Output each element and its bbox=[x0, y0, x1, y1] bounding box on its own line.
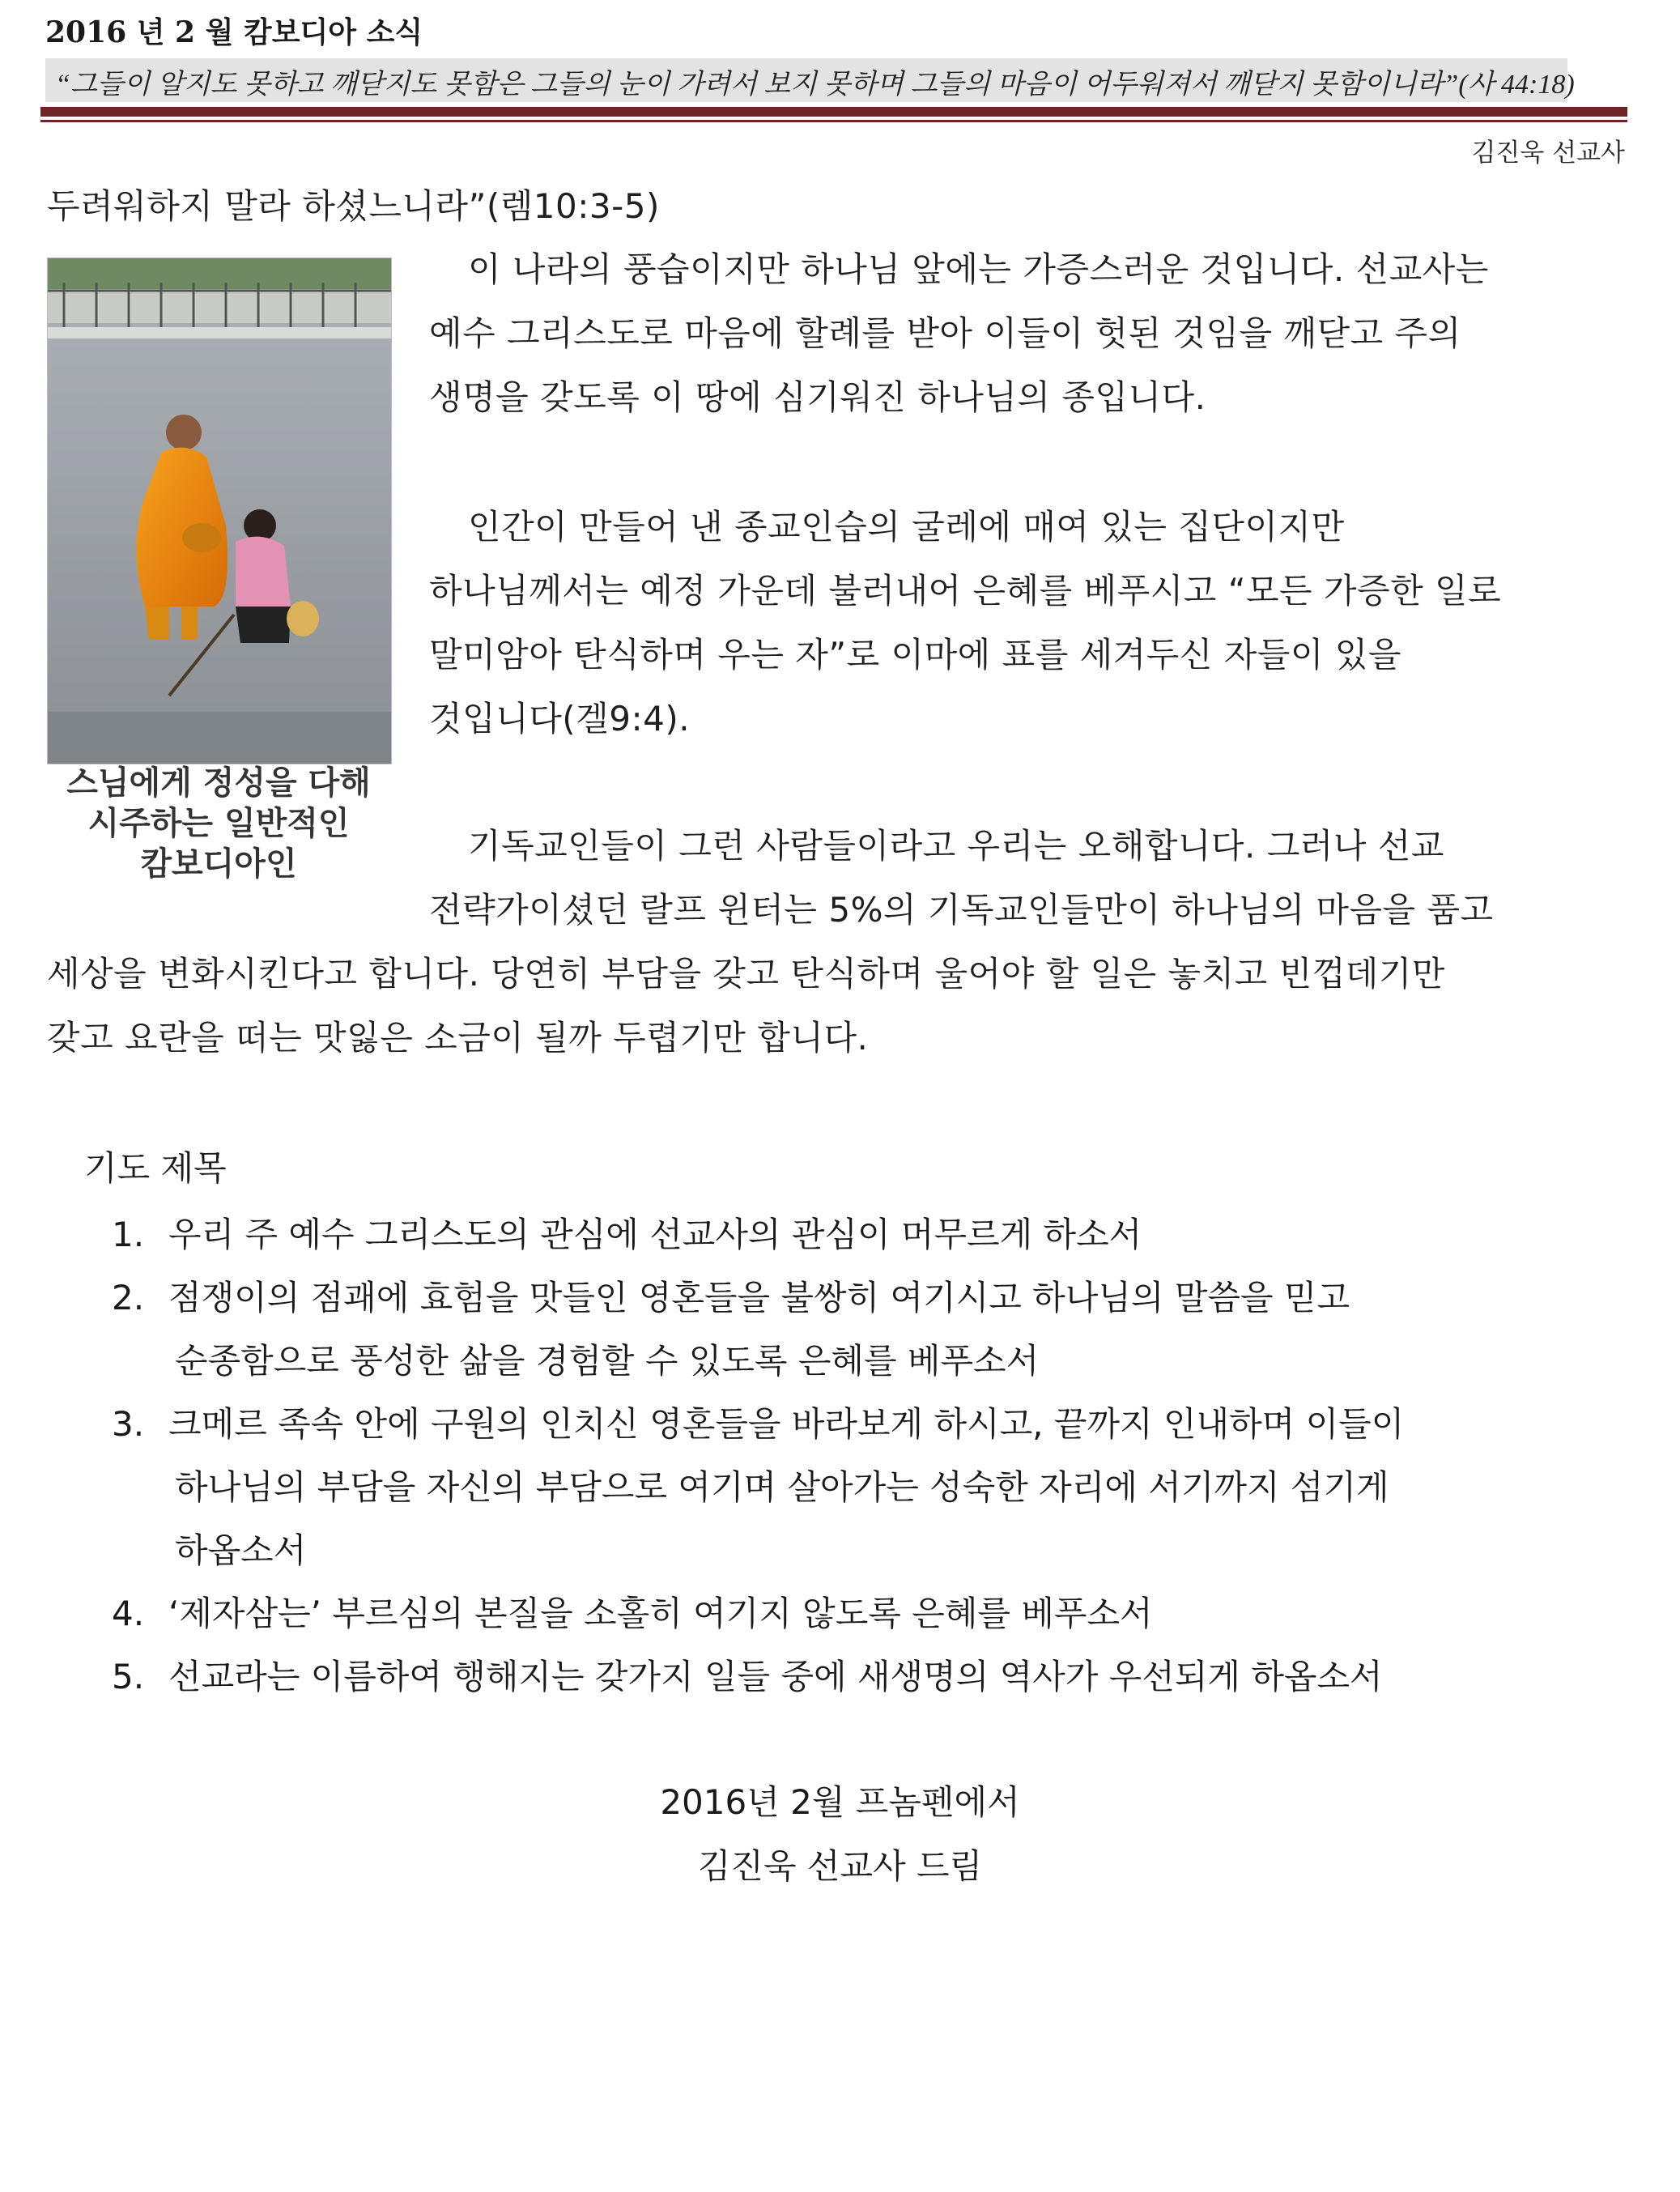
prayer-number: 4. bbox=[112, 1594, 145, 1633]
scripture-verse-banner: “그들이 알지도 못하고 깨닫지도 못함은 그들의 눈이 가려서 보지 못하며 그들의 마음이 어두워져서 깨닫지 못함이니라”(사 44:18) bbox=[45, 58, 1567, 102]
prayer-item bbox=[112, 1393, 1404, 1582]
prayer-number: 1. bbox=[112, 1215, 145, 1254]
paragraph-line: 인간이 만들어 낸 종교인습의 굴레에 매여 있는 집단이지만 bbox=[468, 507, 1345, 547]
prayer-text-line: 선교라는 이름하여 행해지는 갖가지 일들 중에 새생명의 역사가 우선되게 하옵소서 bbox=[168, 1657, 1383, 1696]
photo-caption bbox=[47, 763, 390, 884]
paragraph-line: 세상을 변화시킨다고 합니다. 당연히 부담을 갖고 탄식하며 울어야 할 일은 놓치고 빈껍데기만 bbox=[47, 954, 1445, 994]
closing-signature: 김진욱 선교사 드림 bbox=[697, 1846, 983, 1886]
paragraph-line: 하나님께서는 예정 가운데 불러내어 은혜를 베푸시고 “모든 가증한 일로 bbox=[429, 571, 1502, 611]
paragraph-line: 이 나라의 풍습이지만 하나님 앞에는 가증스러운 것입니다. 선교사는 bbox=[468, 249, 1489, 289]
intro-line: 두려워하지 말라 하셨느니라”(렘10:3-5) bbox=[47, 186, 660, 226]
prayer-text-line: 우리 주 예수 그리스도의 관심에 선교사의 관심이 머무르게 하소서 bbox=[168, 1215, 1142, 1254]
paragraph-line: 예수 그리스도로 마음에 할례를 받아 이들이 헛된 것임을 깨닫고 주의 bbox=[429, 313, 1461, 353]
paragraph-line: 전략가이셨던 랄프 윈터는 5%의 기독교인들만이 하나님의 마음을 품고 bbox=[429, 890, 1494, 930]
header-divider-thin bbox=[40, 120, 1627, 122]
prayer-title: 기도 제목 bbox=[84, 1148, 227, 1188]
prayer-number: 5. bbox=[112, 1657, 145, 1696]
paragraph-line: 것입니다(겔9:4). bbox=[429, 699, 691, 738]
prayer-list bbox=[112, 1203, 1404, 1709]
newsletter-title: 2016 년 2 월 캄보디아 소식 bbox=[45, 15, 423, 49]
closing-date-place: 2016년 2월 프놈펜에서 bbox=[660, 1782, 1020, 1822]
caption-line: 캄보디아인 bbox=[140, 845, 297, 883]
prayer-item bbox=[112, 1582, 1404, 1645]
monk-and-woman-photo bbox=[47, 258, 392, 764]
paragraph-line: 말미암아 탄식하며 우는 자”로 이마에 표를 세겨두신 자들이 있을 bbox=[429, 635, 1401, 675]
caption-line: 스님에게 정성을 다해 bbox=[66, 764, 371, 802]
prayer-text-line: 크메르 족속 안에 구원의 인치신 영혼들을 바라보게 하시고, 끝까지 인내하며 이들이 bbox=[168, 1404, 1405, 1444]
author-name: 김진욱 선교사 bbox=[1471, 138, 1625, 168]
prayer-item bbox=[112, 1645, 1404, 1709]
prayer-number: 3. bbox=[112, 1404, 145, 1444]
prayer-item bbox=[112, 1203, 1404, 1266]
prayer-text-line: 순종함으로 풍성한 삶을 경험할 수 있도록 은혜를 베푸소서 bbox=[175, 1341, 1040, 1381]
prayer-text-line: ‘제자삼는’ 부르심의 본질을 소홀히 여기지 않도록 은혜를 베푸소서 bbox=[168, 1594, 1153, 1633]
paragraph-line: 갖고 요란을 떠는 맛잃은 소금이 될까 두렵기만 합니다. bbox=[47, 1018, 869, 1058]
paragraph-line: 기독교인들이 그런 사람들이라고 우리는 오해합니다. 그러나 선교 bbox=[468, 826, 1444, 866]
prayer-text-line: 하옵소서 bbox=[175, 1530, 307, 1570]
prayer-number: 2. bbox=[112, 1278, 145, 1317]
header-divider bbox=[40, 107, 1627, 117]
prayer-text-line: 점쟁이의 점괘에 효험을 맛들인 영혼들을 불쌍히 여기시고 하나님의 말씀을 믿고 bbox=[168, 1278, 1350, 1317]
prayer-item bbox=[112, 1266, 1404, 1393]
paragraph-line: 생명을 갖도록 이 땅에 심기워진 하나님의 종입니다. bbox=[429, 377, 1206, 417]
prayer-text-line: 하나님의 부담을 자신의 부담으로 여기며 살아가는 성숙한 자리에 서기까지 섬기게 bbox=[175, 1467, 1389, 1507]
caption-line: 시주하는 일반적인 bbox=[87, 805, 350, 842]
